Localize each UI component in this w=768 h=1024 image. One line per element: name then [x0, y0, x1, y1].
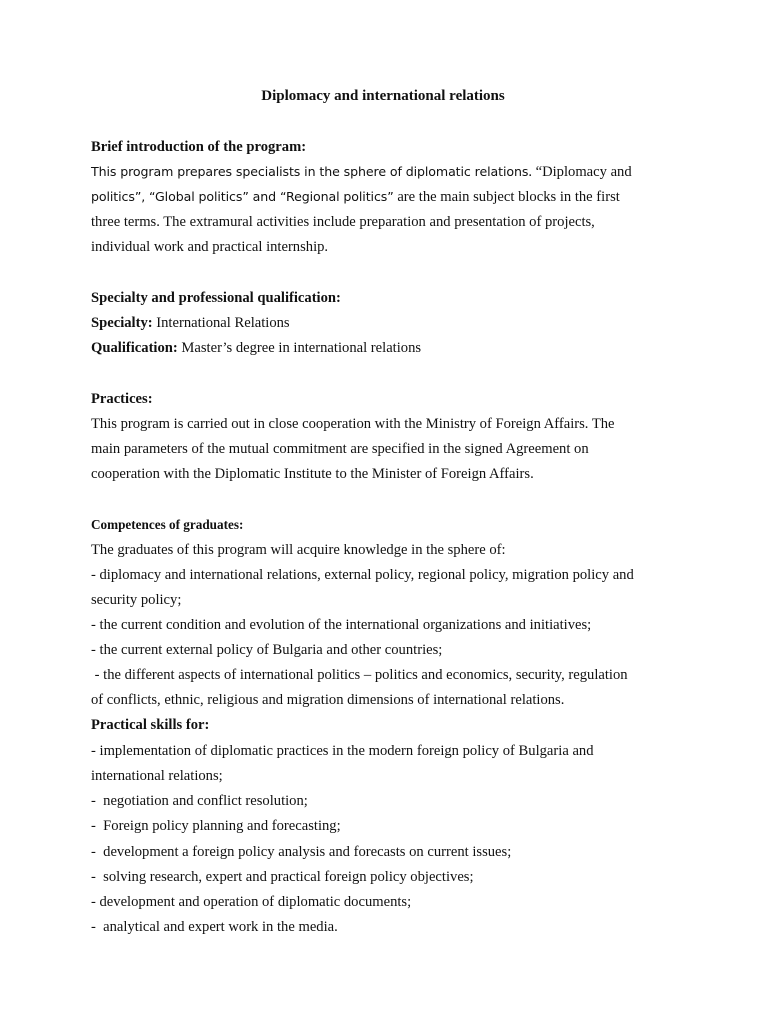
- practices-line-3: cooperation with the Diplomatic Institute to the Minister of Foreign Affairs.: [91, 466, 534, 482]
- skills-line: - solving research, expert and practical foreign policy objectives;: [91, 869, 474, 885]
- qualification-label: Qualification:: [91, 340, 178, 356]
- intro-line-2: [91, 187, 620, 207]
- practices-heading: Practices:: [91, 391, 153, 407]
- competences-line: The graduates of this program will acquire knowledge in the sphere of:: [91, 542, 506, 558]
- skills-line: - development and operation of diplomatic documents;: [91, 894, 412, 910]
- intro-line-2-a: politics”, “Global politics” and “Regional politics”: [91, 189, 394, 204]
- skills-line: - implementation of diplomatic practices in the modern foreign policy of Bulgaria and: [91, 743, 594, 759]
- competences-line: of conflicts, ethnic, religious and migration dimensions of international relations.: [91, 692, 565, 708]
- specialty-line: [91, 313, 290, 333]
- competences-line: - the current external policy of Bulgaria and other countries;: [91, 642, 443, 658]
- skills-heading: Practical skills for:: [91, 717, 210, 733]
- intro-line-4: individual work and practical internship.: [91, 239, 329, 255]
- competences-line: - diplomacy and international relations, external policy, regional policy, migration policy and: [91, 567, 634, 583]
- qualification-value: Master’s degree in international relations: [177, 340, 422, 356]
- specialty-value: International Relations: [152, 315, 290, 331]
- intro-line-1-b: . “Diplomacy and: [528, 164, 632, 180]
- skills-line: - analytical and expert work in the media.: [91, 919, 338, 935]
- intro-heading: Brief introduction of the program:: [91, 139, 307, 155]
- skills-line: - development a foreign policy analysis and forecasts on current issues;: [91, 844, 512, 860]
- qualification-line: [91, 338, 421, 358]
- intro-line-1-a: This program prepares specialists in the sphere of diplomatic relations: [91, 164, 529, 179]
- specialty-label: Specialty:: [91, 315, 153, 331]
- skills-line: - negotiation and conflict resolution;: [91, 793, 308, 809]
- intro-line-3: three terms. The extramural activities include preparation and presentation of projects,: [91, 214, 595, 230]
- document-title: Diplomacy and international relations: [261, 88, 505, 104]
- competences-heading: Competences of graduates:: [91, 517, 244, 532]
- intro-line-2-b: are the main subject blocks in the first: [393, 189, 620, 205]
- competences-line: security policy;: [91, 592, 182, 608]
- specialty-heading: Specialty and professional qualification:: [91, 290, 341, 306]
- competences-line: - the different aspects of international politics – politics and economics, security, regulation: [91, 667, 628, 683]
- intro-line-1: [91, 162, 632, 182]
- skills-line: international relations;: [91, 768, 223, 784]
- practices-line-1: This program is carried out in close cooperation with the Ministry of Foreign Affairs. The: [91, 416, 615, 432]
- skills-line: - Foreign policy planning and forecasting;: [91, 818, 341, 834]
- practices-line-2: main parameters of the mutual commitment are specified in the signed Agreement on: [91, 441, 589, 457]
- competences-line: - the current condition and evolution of the international organizations and initiatives;: [91, 617, 592, 633]
